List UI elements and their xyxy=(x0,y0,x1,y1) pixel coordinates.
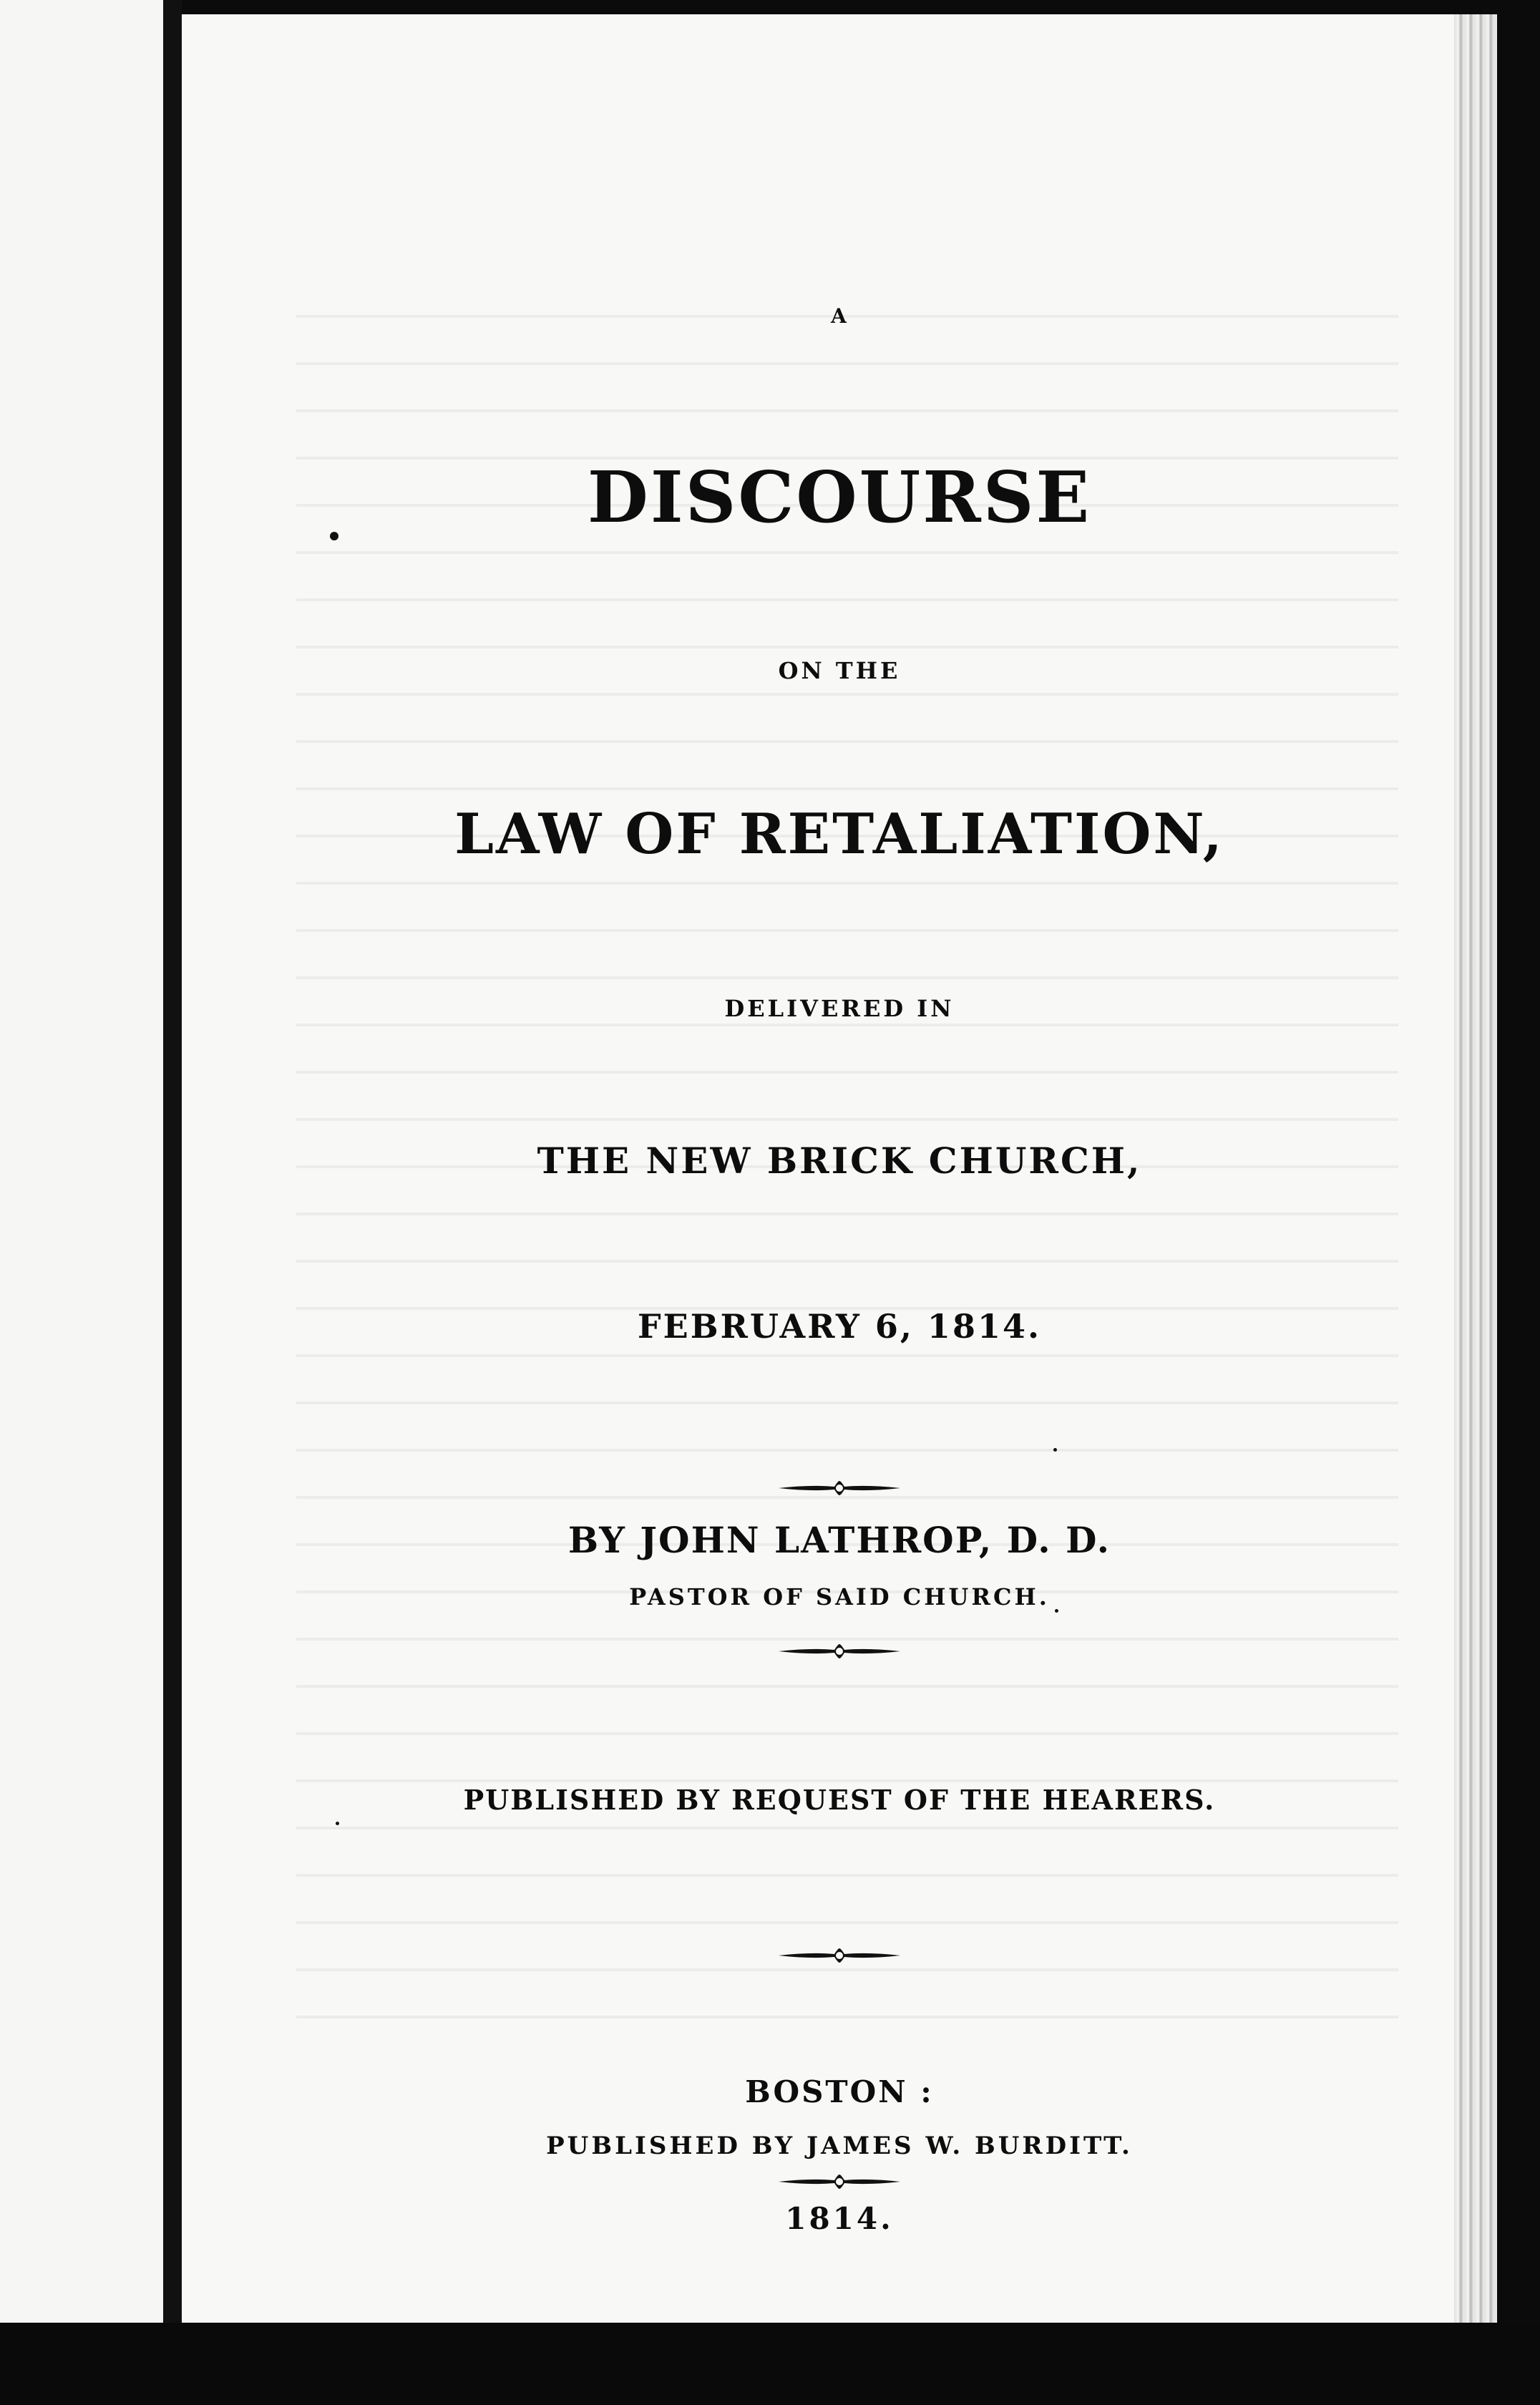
sermon-date: FEBRUARY 6, 1814. xyxy=(638,1307,1041,1346)
publication-city: BOSTON : xyxy=(745,2074,934,2109)
ink-speck xyxy=(336,1822,339,1825)
author-role: PASTOR OF SAID CHURCH. xyxy=(629,1583,1050,1610)
ornamental-rule-icon xyxy=(182,1947,1497,1964)
ink-speck xyxy=(330,532,338,540)
title-article: A xyxy=(831,304,848,328)
ink-speck xyxy=(1053,1448,1057,1452)
publisher-line: PUBLISHED BY JAMES W. BURDITT. xyxy=(546,2132,1133,2160)
publication-note: PUBLISHED BY REQUEST OF THE HEARERS. xyxy=(463,1784,1216,1816)
title-page xyxy=(182,14,1497,2323)
ink-speck xyxy=(1055,1609,1058,1613)
ornamental-rule-icon xyxy=(182,1643,1497,1660)
author-line: BY JOHN LATHROP, D. D. xyxy=(567,1519,1111,1561)
scan-bottom-border xyxy=(0,2323,1540,2405)
church-name: THE NEW BRICK CHURCH, xyxy=(537,1140,1142,1182)
title-connector: ON THE xyxy=(778,657,901,684)
title-page-content xyxy=(182,14,1497,2323)
book-gutter xyxy=(163,0,182,2405)
publication-year: 1814. xyxy=(785,2201,894,2236)
main-title: DISCOURSE xyxy=(587,457,1092,539)
left-page-edge xyxy=(0,0,163,2405)
delivered-label: DELIVERED IN xyxy=(724,995,955,1022)
ornamental-rule-icon xyxy=(182,2173,1497,2190)
ornamental-rule-icon xyxy=(182,1480,1497,1497)
subject-title: LAW OF RETALIATION, xyxy=(454,802,1224,867)
